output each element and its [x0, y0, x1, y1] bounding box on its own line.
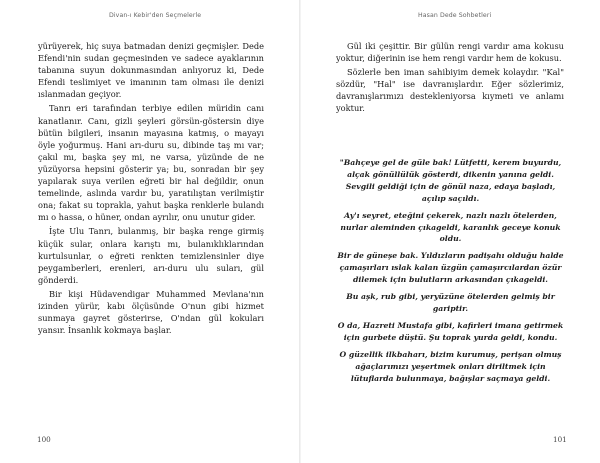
quote-stanza-5: O da, Hazreti Mustafa gibi, kafirleri imana getirmek için gurbete düştü. Şu toprak yurda geldi, kondu.	[337, 320, 564, 342]
right-page-number: 101	[553, 435, 567, 444]
quote-stanza-1: "Bahçeye gel de güle bak! Lütfetti, kerem buyurdu, alçak gönüllülük gösterdi, dikenin yanına geldi. Sevgili geldiği için de gönül naza, edaya başladı, açılıp saçıldı.	[339, 158, 562, 203]
left-running-head: Divan-ı Kebir'den Seçmelerle	[109, 12, 202, 19]
quote-stanza-4: Bu aşk, rub gibi, yeryüzüne ötelerden gelmiş bir gariptir.	[346, 292, 555, 313]
quote-stanza-3: Bir de güneşe bak. Yıldızların padişahı olduğu halde çamaşırları ıslak kalan üzgün çamaşırcılardan özür dilemek için bulutların arkasından çıkageldi.	[337, 251, 564, 285]
quote-stanza-6: O güzellik ilkbaharı, bizim kurumuş, perişan olmuş ağaçlarımızı yeşertmek onları diriltmek için lütuflarda bulunmaya, bağışlar saçmaya geldi.	[339, 349, 562, 383]
right-page	[300, 0, 600, 463]
poem-quote-block	[336, 157, 565, 389]
quote-stanza-2: Ay'ı seyret, eteğini çekerek, nazlı nazlı ötelerden, nurlar aleminden çıkageldi, karanlık geceye konuk oldu.	[340, 210, 561, 244]
left-page-number: 100	[37, 435, 51, 444]
left-paragraph-1: yürüyerek, hiç suya batmadan denizi geçmişler. Dede Efendi'nin sudan geçmesinden ve sadece ayaklarının tabanına suyun dokunmasından anlıyoruz ki, Dede Efendi teslimiyet ve imanının tam olması ile denizi ıslanmadan geçiyor.	[38, 41, 264, 100]
right-paragraph-1: Gül iki çeşittir. Bir gülün rengi vardır ama kokusu yoktur, diğerinin ise hem rengi vardır hem de kokusu.	[336, 41, 564, 64]
left-body-text	[38, 40, 264, 336]
left-paragraph-4: Bir kişi Hüdavendigar Muhammed Mevlana'nın izinden yürür, kabı ölçüsünde O'nun gibi hizmet sunmaya gayret gösterirse, O'ndan gül kokuları yansır. İnsanlık kokmaya başlar.	[38, 288, 264, 336]
right-body-text	[336, 40, 564, 115]
left-paragraph-3: İşte Ulu Tanrı, bulanmış, bir başka renge girmiş küçük sular, onlara karıştı mı, bulanıklıklarından kurtulsunlar, o eğreti renkten temizlensinler diye peygamberleri, erenleri, arı-duru ulu suları, gül gönderdi.	[38, 226, 264, 285]
right-paragraph-2: Sözlerle ben iman sahibiyim demek kolaydır. "Kal" sözdür, "Hal" ise davranışlardır. Eğer sözlerimiz, davranışlarımızı destekleniyorsa kıymeti ve anlamı yoktur.	[336, 67, 564, 114]
right-running-head: Hasan Dede Sohbetleri	[418, 12, 492, 19]
left-paragraph-2: Tanrı eri tarafından terbiye edilen müridin canı kanatlanır. Canı, gizli şeyleri görsün-göstersin diye bütün bilgileri, insanın mayasına katmış, o mayayı öyle yoğurmuş. Hani arı-duru su, dibinde taş mı var; çakıl mı, başka şey mi, ne varsa, yüzünde de ne yüzüyorsa hepsini gösterir ya; bu, sonradan bir şey yapılarak suya verilen eğreti bir hal değildir, onun temelinde, aslında vardır bu, yaratılıştan verilmiştir ona; fakat su toprakla, yahut başka renklerle bulandı mı o hassa, o hüner, ondan ayrılır, onu unutur gider.	[38, 103, 264, 223]
